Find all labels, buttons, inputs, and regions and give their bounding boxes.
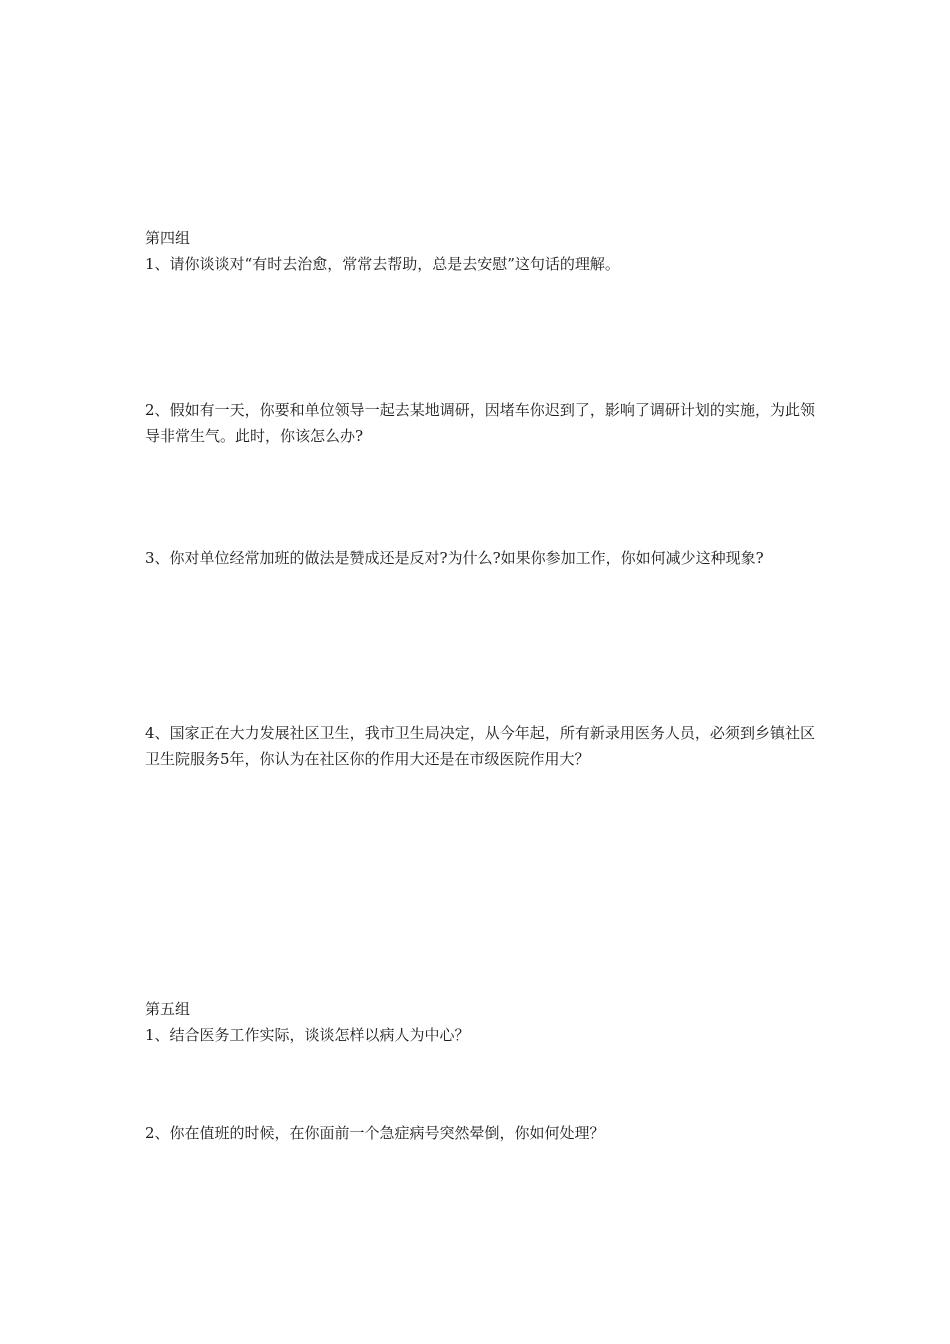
group-4-question-1: 1、请你谈谈对“有时去治愈，常常去帮助，总是去安慰”这句话的理解。	[145, 255, 620, 273]
group-4-question-2-block	[145, 397, 815, 449]
group-4-question-4: 4、国家正在大力发展社区卫生，我市卫生局决定，从今年起，所有新录用医务人员，必须到乡镇社区卫生院服务5年，你认为在社区你的作用大还是在市级医院作用大？	[145, 724, 815, 768]
group-4-question-4-block	[145, 720, 815, 772]
group-5-question-1: 1、结合医务工作实际，谈谈怎样以病人为中心？	[145, 1026, 470, 1044]
group-5-question-2: 2、你在值班的时候，在你面前一个急症病号突然晕倒，你如何处理？	[145, 1124, 605, 1142]
group-5-header	[145, 996, 815, 1048]
group-5-question-2-block	[145, 1120, 815, 1146]
group-4-title: 第四组	[145, 229, 191, 247]
group-4-question-3: 3、你对单位经常加班的做法是赞成还是反对?为什么?如果你参加工作，你如何减少这种现象?	[145, 549, 764, 567]
group-5-title: 第五组	[145, 1000, 191, 1018]
group-4-header	[145, 225, 815, 277]
group-4-question-2: 2、假如有一天，你要和单位领导一起去某地调研，因堵车你迟到了，影响了调研计划的实施，为此领导非常生气。此时，你该怎么办?	[145, 401, 815, 445]
group-4-question-3-block	[145, 545, 815, 571]
